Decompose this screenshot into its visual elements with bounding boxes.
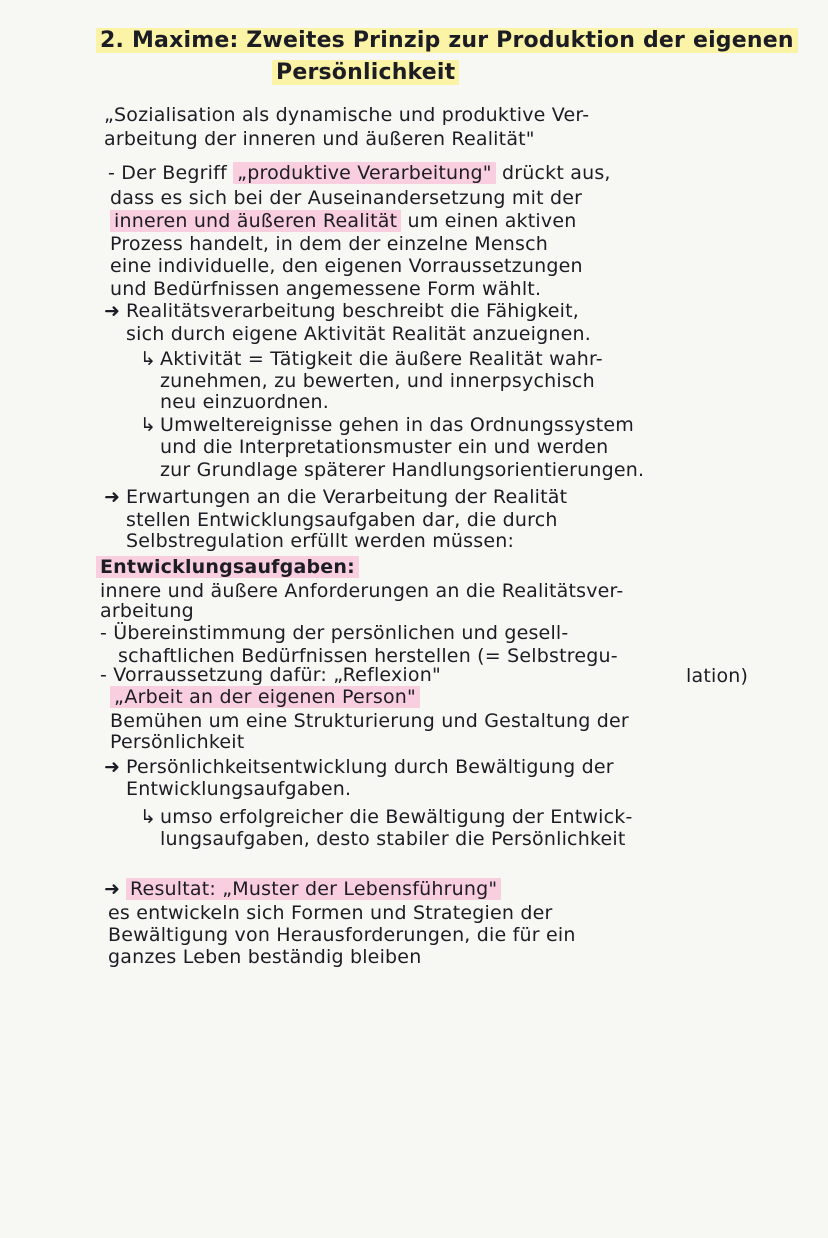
result-line-1: es entwickeln sich Formen und Strategien der bbox=[108, 902, 553, 924]
title-text: Maxime: Zweites Prinzip zur Produktion der eigenen bbox=[131, 28, 794, 53]
result-line-2: Bewältigung von Herausforderungen, die für ein bbox=[108, 924, 576, 946]
para2-line-1-text: Realitätsverarbeitung beschreibt die Fähigkeit, bbox=[126, 300, 580, 322]
bullet1-line-2: schaftlichen Bedürfnissen herstellen (= Selbstregu- bbox=[118, 645, 618, 667]
conclusion-sub-line-1-text: umso erfolgreicher die Bewältigung der Entwick- bbox=[160, 806, 633, 828]
result-line-3: ganzes Leben beständig bleiben bbox=[108, 946, 422, 968]
para1-line-4: Prozess handelt, in dem der einzelne Mensch bbox=[110, 233, 549, 255]
title-line bbox=[96, 30, 798, 52]
conclusion-line-1-text: Persönlichkeitsentwicklung durch Bewältigung der bbox=[126, 756, 614, 778]
para2-sub2-line-3: zur Grundlage späterer Handlungsorientierungen. bbox=[160, 459, 645, 481]
para2-sub1-line-2: zunehmen, zu bewerten, und innerpsychisch bbox=[160, 370, 595, 392]
sub-arrow-icon: ↳ bbox=[140, 348, 157, 370]
arrow-right-icon: ➜ bbox=[104, 486, 121, 508]
bullet2-line-3: Bemühen um eine Strukturierung und Gestaltung der bbox=[110, 710, 629, 732]
section-line-2: arbeitung bbox=[100, 600, 194, 622]
para1-line-5: eine individuelle, den eigenen Vorraussetzungen bbox=[110, 255, 583, 277]
term-innere-aeussere-realitaet: inneren und äußeren Realität bbox=[110, 210, 401, 232]
para2-sub1-line-1 bbox=[140, 348, 603, 370]
title-number: 2. bbox=[100, 28, 125, 53]
para1-line-1 bbox=[108, 162, 611, 184]
para2-line-2: sich durch eigene Aktivität Realität anzueignen. bbox=[126, 323, 592, 345]
para1-line-2: dass es sich bei der Auseinandersetzung mit der bbox=[110, 187, 583, 209]
sub-arrow-icon: ↳ bbox=[140, 806, 157, 828]
term-produktive-verarbeitung: „produktive Verarbeitung" bbox=[233, 162, 496, 184]
para3-line-1 bbox=[104, 486, 567, 508]
para2-sub2-line-2: und die Interpretationsmuster ein und werden bbox=[160, 436, 609, 458]
title-highlight bbox=[96, 28, 798, 53]
para3-line-1-text: Erwartungen an die Verarbeitung der Realität bbox=[126, 486, 568, 508]
para1-line-1-post: drückt aus, bbox=[495, 162, 611, 184]
section-heading bbox=[96, 556, 359, 578]
bullet1-line-1: - Übereinstimmung der persönlichen und gesell- bbox=[100, 622, 569, 644]
term-arbeit-an-der-eigenen-person: „Arbeit an der eigenen Person" bbox=[110, 686, 420, 708]
result-label: Resultat: „Muster der Lebensführung" bbox=[126, 878, 501, 900]
conclusion-line-1 bbox=[104, 756, 614, 778]
para2-sub2-line-1-text: Umweltereignisse gehen in das Ordnungssystem bbox=[160, 414, 634, 436]
para2-sub1-line-3: neu einzuordnen. bbox=[160, 391, 330, 413]
title-continuation bbox=[272, 62, 459, 84]
section-heading-highlight: Entwicklungsaufgaben: bbox=[96, 556, 359, 578]
para2-sub1-line-1-text: Aktivität = Tätigkeit die äußere Realität wahr- bbox=[160, 348, 603, 370]
result-line-label bbox=[104, 878, 501, 900]
para1-line-1-pre: - Der Begriff bbox=[108, 162, 234, 184]
conclusion-sub-line-2: lungsaufgaben, desto stabiler die Persönlichkeit bbox=[160, 828, 626, 850]
title-continuation-highlight: Persönlichkeit bbox=[272, 60, 459, 85]
conclusion-sub-line-1 bbox=[140, 806, 633, 828]
arrow-right-icon: ➜ bbox=[104, 878, 121, 900]
para1-line-6: und Bedürfnissen angemessene Form wählt. bbox=[110, 278, 542, 300]
arrow-right-icon: ➜ bbox=[104, 756, 121, 778]
quote-line-2: arbeitung der inneren und äußeren Realität" bbox=[104, 128, 535, 150]
para1-line-3 bbox=[110, 210, 576, 232]
bullet2-line-1: - Vorraussetzung dafür: „Reflexion" bbox=[100, 664, 441, 686]
bullet2-line-2 bbox=[110, 686, 420, 708]
para3-line-3: Selbstregulation erfüllt werden müssen: bbox=[126, 530, 515, 552]
para2-sub2-line-1 bbox=[140, 414, 634, 436]
para3-line-2: stellen Entwicklungsaufgaben dar, die durch bbox=[126, 509, 558, 531]
para2-line-1 bbox=[104, 300, 579, 322]
section-line-1: innere und äußere Anforderungen an die Realitätsver- bbox=[100, 580, 624, 602]
sub-arrow-icon: ↳ bbox=[140, 414, 157, 436]
arrow-right-icon: ➜ bbox=[104, 300, 121, 322]
para1-line-3-post: um einen aktiven bbox=[401, 210, 577, 232]
bullet1-line-3: lation) bbox=[686, 665, 749, 687]
quote-line-1: „Sozialisation als dynamische und produktive Ver- bbox=[104, 104, 590, 126]
conclusion-line-2: Entwicklungsaufgaben. bbox=[126, 778, 352, 800]
bullet2-line-4: Persönlichkeit bbox=[110, 731, 245, 753]
